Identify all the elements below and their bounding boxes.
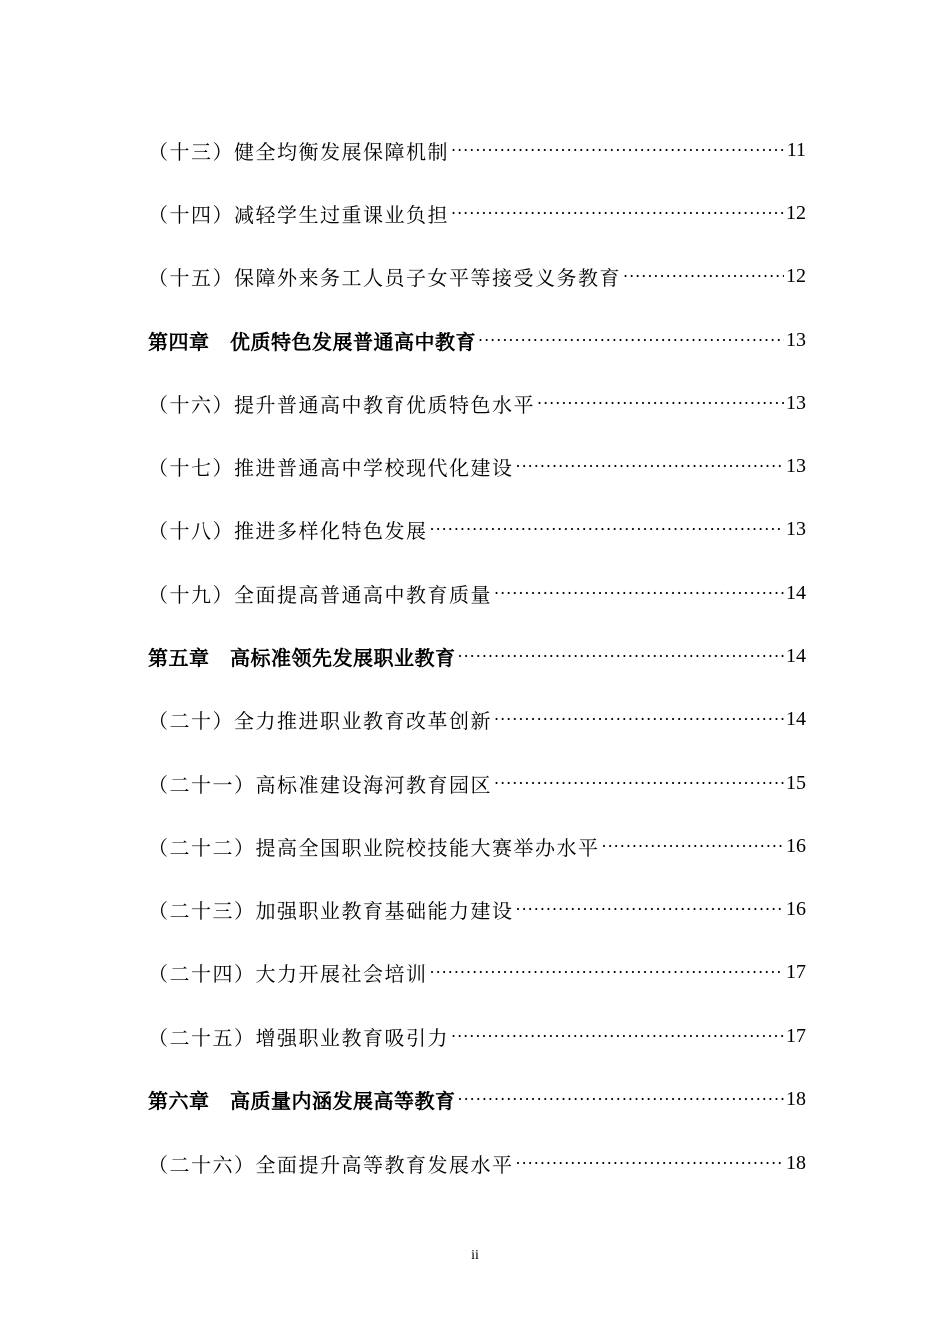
dot-leader xyxy=(516,892,785,926)
toc-entry[interactable] xyxy=(148,829,806,863)
toc-entry[interactable] xyxy=(148,1146,806,1180)
toc-entry-page: 14 xyxy=(786,644,806,667)
toc-entry[interactable] xyxy=(148,955,806,989)
toc-entry-title: （十九）全面提高普通高中教育质量 xyxy=(148,582,492,607)
toc-entry[interactable] xyxy=(148,766,806,800)
toc-entry-page: 14 xyxy=(786,581,806,604)
toc-entry-page: 18 xyxy=(786,1087,806,1110)
dot-leader xyxy=(494,766,784,800)
toc-chapter-entry[interactable] xyxy=(148,1082,806,1116)
toc-entry-page: 15 xyxy=(786,771,806,794)
toc-chapter-entry[interactable] xyxy=(148,639,806,673)
toc-entry-title: （二十四）大力开展社会培训 xyxy=(148,961,428,986)
toc-entry[interactable] xyxy=(148,576,806,610)
toc-entry-title: （十五）保障外来务工人员子女平等接受义务教育 xyxy=(148,265,621,290)
toc-entry[interactable] xyxy=(148,1019,806,1053)
toc-entry-title: 第六章 高质量内涵发展高等教育 xyxy=(148,1088,456,1113)
toc-entry-page: 17 xyxy=(786,960,806,983)
toc-entry-title: （二十五）增强职业教育吸引力 xyxy=(148,1025,449,1050)
toc-entry[interactable] xyxy=(148,892,806,926)
toc-entry[interactable] xyxy=(148,196,806,230)
toc-entry-page: 12 xyxy=(786,264,806,287)
dot-leader xyxy=(623,259,784,293)
toc-entry-title: （二十三）加强职业教育基础能力建设 xyxy=(148,898,514,923)
toc-entry-page: 13 xyxy=(786,454,806,477)
toc-entry-title: （十六）提升普通高中教育优质特色水平 xyxy=(148,392,535,417)
toc-entry-page: 13 xyxy=(786,391,806,414)
toc-entry-page: 13 xyxy=(786,517,806,540)
dot-leader xyxy=(451,1019,784,1053)
toc-entry[interactable] xyxy=(148,512,806,546)
dot-leader xyxy=(602,829,785,863)
toc-entry-title: 第四章 优质特色发展普通高中教育 xyxy=(148,329,476,354)
toc-entry-title: （十三）健全均衡发展保障机制 xyxy=(148,139,449,164)
toc-entry-title: （二十）全力推进职业教育改革创新 xyxy=(148,708,492,733)
dot-leader xyxy=(516,449,785,483)
dot-leader xyxy=(430,512,785,546)
toc-entry[interactable] xyxy=(148,449,806,483)
dot-leader xyxy=(451,133,785,167)
dot-leader xyxy=(494,702,784,736)
dot-leader xyxy=(537,386,784,420)
dot-leader xyxy=(451,196,784,230)
dot-leader xyxy=(478,323,784,357)
toc-entry-title: （二十二）提高全国职业院校技能大赛举办水平 xyxy=(148,835,600,860)
toc-entry-title: 第五章 高标准领先发展职业教育 xyxy=(148,645,456,670)
toc-entry-title: （二十六）全面提升高等教育发展水平 xyxy=(148,1152,514,1177)
toc-chapter-entry[interactable] xyxy=(148,323,806,357)
dot-leader xyxy=(494,576,784,610)
toc-entry-page: 12 xyxy=(786,201,806,224)
toc-entry-title: （二十一）高标准建设海河教育园区 xyxy=(148,772,492,797)
toc-entry[interactable] xyxy=(148,259,806,293)
toc-entry-page: 14 xyxy=(786,707,806,730)
dot-leader xyxy=(430,955,785,989)
toc-entry-title: （十八）推进多样化特色发展 xyxy=(148,518,428,543)
toc-entry[interactable] xyxy=(148,133,806,167)
toc-entry-page: 18 xyxy=(786,1151,806,1174)
toc-entry-page: 16 xyxy=(786,897,806,920)
dot-leader xyxy=(458,639,785,673)
toc-entry[interactable] xyxy=(148,386,806,420)
toc-entry-title: （十四）减轻学生过重课业负担 xyxy=(148,202,449,227)
toc-entry-page: 16 xyxy=(786,834,806,857)
toc-entry[interactable] xyxy=(148,702,806,736)
dot-leader xyxy=(516,1146,785,1180)
toc-entry-page: 11 xyxy=(786,138,806,161)
toc-entry-page: 13 xyxy=(786,328,806,351)
dot-leader xyxy=(458,1082,785,1116)
toc-entry-title: （十七）推进普通高中学校现代化建设 xyxy=(148,455,514,480)
toc-entry-page: 17 xyxy=(786,1024,806,1047)
footer-page-number: ii xyxy=(471,1248,479,1263)
